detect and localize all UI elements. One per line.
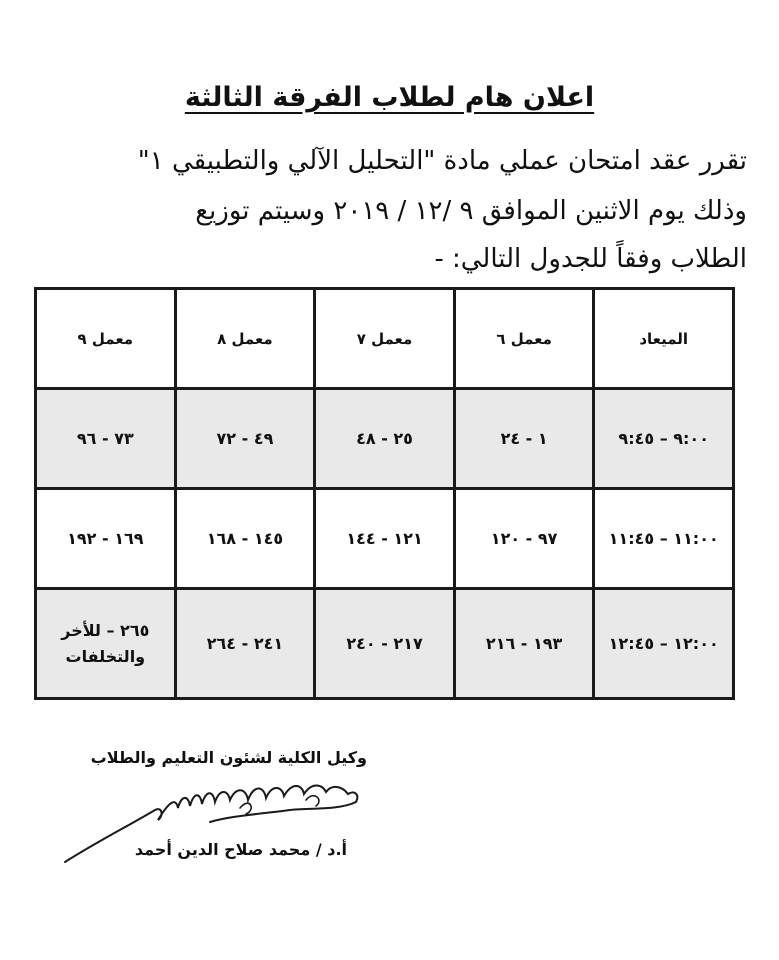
intro-line-2: وذلك يوم الاثنين الموافق ٩ /١٢ / ٢٠١٩ وسيتم توزيع <box>195 196 747 226</box>
time-cell: ٩:٠٠ – ٩:٤٥ <box>594 389 734 489</box>
header-cell-lab-9: معمل ٩ <box>36 289 176 389</box>
range-cell: ١٩٣ - ٢١٦ <box>454 589 594 699</box>
range-cell: ١٢١ - ١٤٤ <box>315 489 455 589</box>
range-cell: ٢٤١ - ٢٦٤ <box>175 589 315 699</box>
header-cell-time: الميعاد <box>594 289 734 389</box>
range-cell: ٢١٧ - ٢٤٠ <box>315 589 455 699</box>
time-cell: ١٢:٠٠ – ١٢:٤٥ <box>594 589 734 699</box>
announcement-title: اعلان هام لطلاب الفرقة الثالثة <box>184 82 595 113</box>
header-cell-lab-7: معمل ٧ <box>315 289 455 389</box>
intro-line-1: تقرر عقد امتحان عملي مادة "التحليل الآلي والتطبيقي ١" <box>137 146 747 176</box>
time-cell: ١١:٠٠ – ١١:٤٥ <box>594 489 734 589</box>
table-header-row <box>36 289 734 389</box>
schedule-table <box>34 287 735 700</box>
range-cell: ١٤٥ - ١٦٨ <box>175 489 315 589</box>
range-cell: ٤٩ - ٧٢ <box>175 389 315 489</box>
range-cell-last-text: ٢٦٥ – للأخر والتخلفات <box>61 620 150 666</box>
table-row <box>36 489 734 589</box>
signatory-position: وكيل الكلية لشئون التعليم والطلاب <box>90 748 367 767</box>
range-cell: ١ - ٢٤ <box>454 389 594 489</box>
announcement-title-wrap <box>0 82 779 113</box>
table-row <box>36 589 734 699</box>
signatory-name: أ.د / محمد صلاح الدين أحمد <box>134 840 347 859</box>
range-cell-last <box>36 589 176 699</box>
range-cell: ٧٣ - ٩٦ <box>36 389 176 489</box>
range-cell: ٢٥ - ٤٨ <box>315 389 455 489</box>
range-cell: ٩٧ - ١٢٠ <box>454 489 594 589</box>
intro-line-3: الطلاب وفقاً للجدول التالي: - <box>434 244 747 274</box>
range-cell: ١٦٩ - ١٩٢ <box>36 489 176 589</box>
header-cell-lab-8: معمل ٨ <box>175 289 315 389</box>
header-cell-lab-6: معمل ٦ <box>454 289 594 389</box>
table-row <box>36 389 734 489</box>
